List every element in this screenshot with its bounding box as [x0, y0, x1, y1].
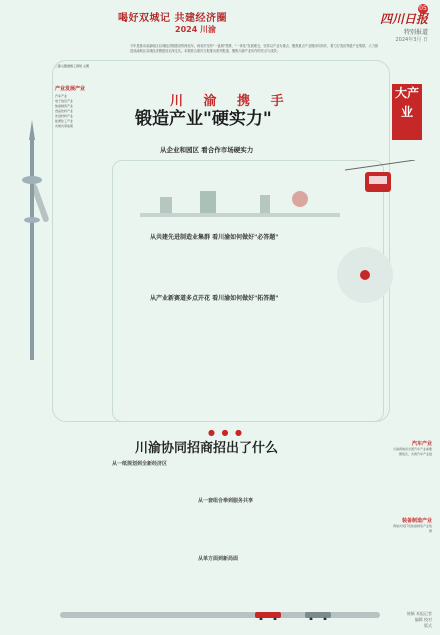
- footer-line: 版式: [424, 623, 432, 628]
- left-item: 能源化工产业: [55, 119, 74, 123]
- headline-main: 锻造产业"硬实力": [135, 109, 272, 129]
- masthead: [0, 0, 440, 42]
- headline-sub: 从企业和园区 看合作市场硬实力: [160, 146, 254, 154]
- masthead-year: 2024 川渝: [175, 25, 217, 34]
- feature-tag: 大产业: [392, 84, 422, 140]
- decor-road: [60, 612, 380, 618]
- section-heading: 从产业新赛道多点开花 看川渝如何做好"拓答题": [150, 295, 279, 302]
- footer-line: 编辑 校对: [414, 617, 432, 622]
- article-body: [112, 470, 382, 600]
- left-item: 先进材料产业: [55, 114, 74, 118]
- sidebar-title: 装备制造产业: [401, 518, 432, 524]
- left-item: 共建共享成果: [55, 124, 74, 128]
- headline-kicker: 川 渝 携 手: [170, 94, 292, 109]
- footer-credits: [407, 611, 432, 629]
- left-item: 电子信息产业: [55, 99, 74, 103]
- tv-tower-illustration: [18, 120, 46, 370]
- map-illustration: [330, 240, 400, 310]
- left-title: 产业发展产业: [55, 86, 86, 92]
- car-illustration: [255, 608, 281, 620]
- intro-text: 今年是推动成渝地区双城经济圈建设的深化年。两省市坚持"一盘棋"思维、"一体化"发展理念，坚持以产业为重点，聚焦重点产业链协同协作，着力打造世界级产业集群，大力推进成渝地区双城经济圈建设走深走实。本报联合重庆日报推出系列报道，聚焦川渝产业协作的亮点与成效。: [130, 44, 379, 53]
- page-number: 05: [419, 5, 427, 12]
- brand-sub: 特别报道: [403, 29, 428, 36]
- issue-date: 2024年3月 日: [395, 37, 428, 43]
- section-heading: 从共建先进制造业集群 看川渝如何做好"必答题": [150, 234, 279, 241]
- left-column: [55, 64, 125, 314]
- left-item: 食品饮料产业: [55, 109, 74, 113]
- brand-logo: [368, 10, 428, 43]
- bottom-subheading: 从一套组合拳到服务共享: [198, 498, 254, 504]
- footer-line: 统稿 本报记者: [406, 611, 432, 616]
- left-item: 汽车产业: [55, 94, 68, 98]
- brand-name: 四川日报: [379, 12, 428, 26]
- article-body: [116, 303, 381, 413]
- left-item: 装备制造产业: [55, 104, 74, 108]
- left-caption: 二郎山隧道施工现场 主图: [55, 64, 89, 68]
- sidebar-text: 两地共同打造装备制造产业集群: [392, 524, 432, 533]
- decor-dots: ● ● ●: [208, 428, 245, 437]
- left-lower-text: [20, 395, 100, 545]
- masthead-kicker: 喝好双城记 共建经济圈: [118, 13, 227, 24]
- bottom-headline: 川渝协同招商招出了什么: [135, 441, 279, 456]
- bottom-subheading: 从单方面到新局面: [198, 556, 239, 562]
- right-sidebar: [392, 440, 432, 564]
- left-lower-block: [20, 395, 100, 545]
- bottom-subheading: 从一纸规划到全新经济区: [112, 461, 168, 467]
- sidebar-title: 汽车产业: [411, 441, 432, 447]
- car-illustration: [305, 608, 331, 620]
- sidebar-text: 川渝两地是全国汽车产业重要聚集区，共建汽车产业链: [392, 447, 432, 456]
- article-body: [116, 160, 376, 210]
